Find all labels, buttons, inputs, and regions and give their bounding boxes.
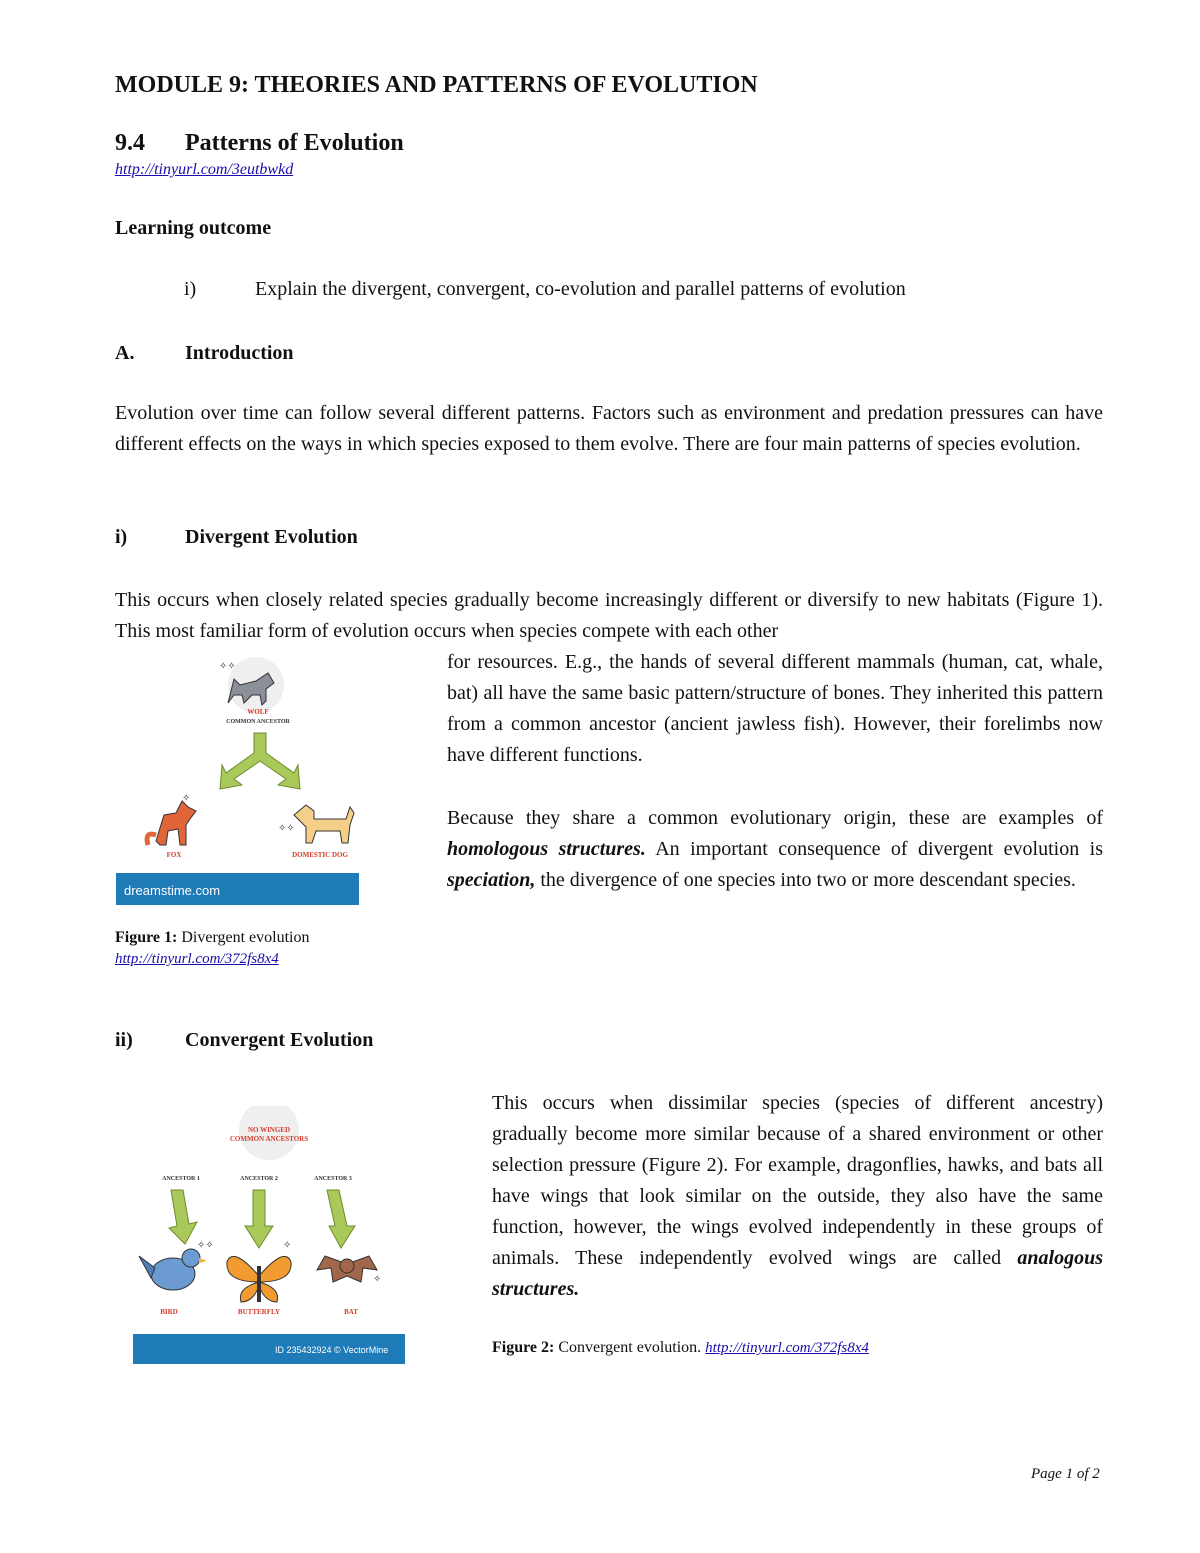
convergent-marker: ii) [115, 1029, 133, 1051]
svg-text:✧✧: ✧✧ [197, 1240, 214, 1251]
top-label: NO WINGED [247, 1126, 291, 1134]
svg-text:✧✧: ✧✧ [278, 823, 295, 834]
figure-2-caption: Figure 2: Convergent evolution. http://tinyurl.com/372fs8x4 [492, 1339, 869, 1356]
intro-heading: Introduction [185, 342, 294, 364]
ancestor-1-label: ANCESTOR 1 [162, 1176, 200, 1182]
figure-1-link[interactable]: http://tinyurl.com/372fs8x4 [115, 951, 279, 967]
ancestor-label: WOLF [247, 708, 269, 716]
top-sublabel: COMMON ANCESTORS [229, 1135, 309, 1143]
dog-label: DOMESTIC DOG [292, 851, 348, 859]
page-number: Page 1 of 2 [1031, 1466, 1100, 1482]
divergent-heading: Divergent Evolution [185, 526, 358, 548]
svg-text:✧: ✧ [373, 1274, 382, 1285]
convergent-diagram [133, 1106, 405, 1364]
divergent-paragraph-1: This occurs when closely related species gradually become increasingly different or diversify to new habitats (Figure 1). This most familiar form of evolution occurs when species compete with each other [115, 589, 1103, 642]
divergent-paragraph-1-wrap: for resources. E.g., the hands of several different mammals (human, cat, whale, bat) all have the same basic pattern/structure of bones. They inherited this pattern from a common ancestor (ancient jawless fish). However, their forelimbs now have different functions. [447, 651, 1103, 766]
section-number: 9.4 [115, 130, 145, 156]
figure-1-divergent-image [116, 655, 359, 905]
convergent-heading: Convergent Evolution [185, 1029, 374, 1051]
svg-text:✧: ✧ [182, 793, 191, 804]
figure-2-link[interactable]: http://tinyurl.com/372fs8x4 [705, 1340, 869, 1356]
figure-1-caption: Figure 1: Divergent evolution [115, 929, 310, 946]
outcome-marker: i) [184, 278, 197, 300]
module-title: MODULE 9: THEORIES AND PATTERNS OF EVOLUTION [115, 72, 758, 98]
intro-paragraph: Evolution over time can follow several different patterns. Factors such as environment and predation pressures can have different effects on the ways in which species exposed to them evolve. There are four main patterns of species evolution. [115, 402, 1103, 455]
ancestor-sublabel: COMMON ANCESTOR [226, 719, 290, 725]
learning-outcome-heading: Learning outcome [115, 217, 272, 239]
figure-2-convergent-image [133, 1106, 405, 1364]
butterfly-label: BUTTERFLY [237, 1308, 281, 1316]
divergent-diagram [116, 655, 359, 905]
convergent-paragraph: This occurs when dissimilar species (species of different ancestry) gradually become more similar because of a shared environment or other selection pressure (Figure 2). For example, dragonflies, hawks, and bats all have wings that look similar on the outside, they also have the same function, however, the wings evolved independently in these groups of animals. These independently evolved wings are called analogous structures. [492, 1092, 1103, 1300]
banner-text: dreamstime.com [124, 883, 221, 898]
section-title: Patterns of Evolution [185, 130, 404, 156]
divergent-marker: i) [115, 526, 128, 548]
banner-text-2: ID 235432924 © VectorMine [275, 1345, 389, 1355]
fox-label: FOX [166, 851, 182, 859]
analogous-term: analogous structures. [492, 1247, 1103, 1300]
svg-text:✧: ✧ [283, 1240, 292, 1251]
homologous-term: homologous structures. [447, 838, 646, 860]
intro-marker: A. [115, 342, 135, 364]
divergent-paragraph-2: Because they share a common evolutionary origin, these are examples of homologous structures. An important consequence of divergent evolution is speciation, the divergence of one species into two or more descendant species. [447, 807, 1103, 891]
bird-label: BIRD [160, 1308, 178, 1316]
section-link[interactable]: http://tinyurl.com/3eutbwkd [115, 161, 294, 178]
speciation-term: speciation, [447, 869, 536, 891]
ancestor-3-label: ANCESTOR 3 [314, 1176, 352, 1182]
bat-label: BAT [344, 1308, 358, 1316]
outcome-text: Explain the divergent, convergent, co-evolution and parallel patterns of evolution [255, 278, 906, 300]
ancestor-2-label: ANCESTOR 2 [240, 1176, 278, 1182]
svg-text:✧✧: ✧✧ [219, 661, 236, 672]
